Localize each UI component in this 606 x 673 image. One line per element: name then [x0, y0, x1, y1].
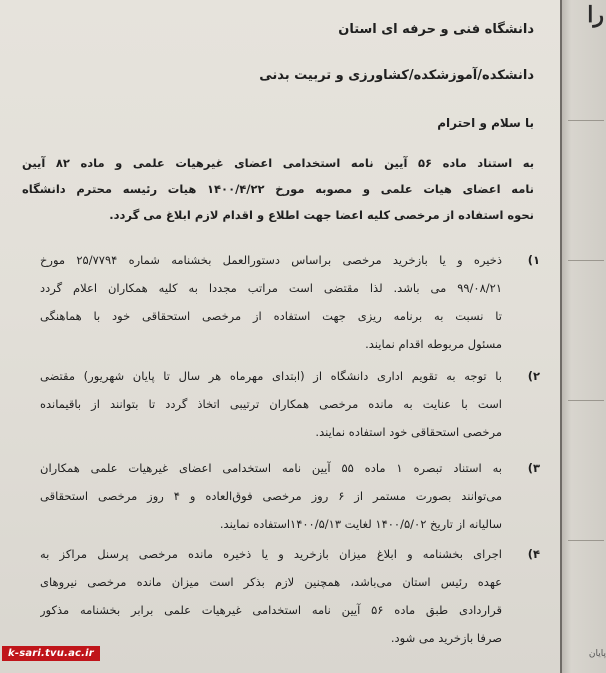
intro-line: نامه اعضای هیات علمی و مصوبه مورخ ۱۴۰۰/۴/۲۲ هیات رئیسه محترم دانشگاه [22, 182, 534, 196]
edge-rule [568, 400, 604, 401]
item-body [40, 540, 502, 652]
faculty-heading: دانشکده/آموزشکده/کشاورزی و تربیت بدنی [259, 68, 534, 83]
item-line: تا نسبت به برنامه ریزی جهت استفاده از مرخصی استحقاقی خود با هماهنگی [40, 309, 502, 323]
item-line: ذخیره و یا بازخرید مرخصی براساس دستورالعمل بخشنامه شماره ۲۵/۷۷۹۴ مورخ [40, 253, 502, 267]
item-line: صرفا بازخرید می شود. [390, 631, 502, 645]
item-line: است با عنایت به مانده مرخصی همکاران ترتیبی اتخاذ گردد تا بتوانند از باقیمانده [40, 397, 502, 411]
item-line: به استناد تبصره ۱ ماده ۵۵ آیین نامه استخدامی اعضای غیرهیات علمی همکاران [40, 461, 502, 475]
item-line: مسئول مربوطه اقدام نمایند. [365, 337, 502, 351]
item-line: اجرای بخشنامه و ابلاغ میزان بازخرید و یا ذخیره مانده مرخصی پرسنل مراکز به [40, 547, 502, 561]
item-line: می‌توانند بصورت مستمر از ۶ روز مرخصی فوق‌العاده و ۴ روز مرخصی استحقاقی [40, 489, 502, 503]
edge-title: را [587, 2, 604, 28]
item-body [40, 246, 502, 358]
site-watermark: k-sari.tvu.ac.ir [2, 646, 100, 661]
adjacent-page-edge [560, 0, 606, 673]
item-line: با توجه به تقویم اداری دانشگاه از (ابتدای مهرماه هر سال تا پایان شهریور) مقتضی [40, 369, 502, 383]
item-line: سالیانه از تاریخ ۱۴۰۰/۵/۰۲ لغایت ۱۴۰۰/۵/۱۳استفاده نمایند. [219, 517, 502, 531]
item-number: ۳) [527, 461, 540, 475]
item-line: عهده رئیس استان می‌باشد، همچنین لازم بذکر است میزان مانده مرخصی نیروهای [40, 575, 502, 589]
item-line: مرخصی استحقاقی خود استفاده نمایند. [315, 425, 502, 439]
intro-line: نحوه استفاده از مرخصی کلیه اعضا جهت اطلاع و اقدام لازم ابلاغ می گردد. [109, 208, 534, 222]
edge-rule [568, 260, 604, 261]
item-number: ۴) [527, 547, 540, 561]
edge-footer: پایان [588, 649, 606, 659]
greeting: با سلام و احترام [437, 116, 534, 130]
item-number: ۱) [527, 253, 540, 267]
item-line: قراردادی طبق ماده ۵۶ آیین نامه استخدامی غیرهیات علمی برابر بخشنامه مذکور [40, 603, 502, 617]
intro-paragraph [22, 150, 534, 228]
item-number: ۲) [527, 369, 540, 383]
item-body [40, 454, 502, 538]
item-body [40, 362, 502, 446]
item-line: ۹۹/۰۸/۲۱ می باشد. لذا مقتضی است مراتب مجددا به کلیه همکاران اعلام گردد [40, 281, 502, 295]
edge-rule [568, 540, 604, 541]
edge-rule [568, 120, 604, 121]
university-heading: دانشگاه فنی و حرفه ای استان [338, 22, 534, 37]
intro-line: به استناد ماده ۵۶ آیین نامه استخدامی اعضای غیرهیات علمی و ماده ۸۲ آیین [22, 156, 534, 170]
